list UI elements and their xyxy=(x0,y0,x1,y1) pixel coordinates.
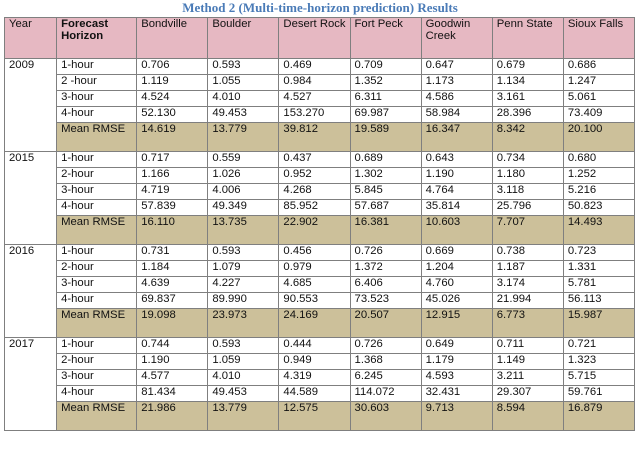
table-row xyxy=(5,152,635,168)
value-cell: 0.711 xyxy=(492,338,563,354)
header-row xyxy=(5,18,635,59)
year-cell: 2016 xyxy=(5,245,57,338)
value-cell: 5.781 xyxy=(563,277,634,293)
horizon-cell: 1-hour xyxy=(57,152,137,168)
value-cell: 1.331 xyxy=(563,261,634,277)
value-cell: 0.686 xyxy=(563,59,634,75)
table-row xyxy=(5,184,635,200)
value-cell: 1.134 xyxy=(492,75,563,91)
value-cell: 56.113 xyxy=(563,293,634,309)
value-cell: 0.593 xyxy=(208,245,279,261)
value-cell: 3.211 xyxy=(492,370,563,386)
value-cell: 16.381 xyxy=(350,216,421,245)
value-cell: 8.342 xyxy=(492,123,563,152)
value-cell: 0.593 xyxy=(208,59,279,75)
value-cell: 0.726 xyxy=(350,245,421,261)
mean-rmse-row xyxy=(5,402,635,431)
year-cell: 2017 xyxy=(5,338,57,431)
value-cell: 7.707 xyxy=(492,216,563,245)
horizon-cell: 3-hour xyxy=(57,184,137,200)
value-cell: 0.734 xyxy=(492,152,563,168)
horizon-cell: 2-hour xyxy=(57,354,137,370)
value-cell: 1.352 xyxy=(350,75,421,91)
horizon-cell: Mean RMSE xyxy=(57,309,137,338)
value-cell: 0.952 xyxy=(279,168,350,184)
horizon-cell: 1-hour xyxy=(57,245,137,261)
value-cell: 35.814 xyxy=(421,200,492,216)
value-cell: 1.184 xyxy=(137,261,208,277)
horizon-cell: Mean RMSE xyxy=(57,216,137,245)
value-cell: 3.161 xyxy=(492,91,563,107)
value-cell: 0.679 xyxy=(492,59,563,75)
value-cell: 14.493 xyxy=(563,216,634,245)
value-cell: 0.456 xyxy=(279,245,350,261)
value-cell: 5.845 xyxy=(350,184,421,200)
value-cell: 0.559 xyxy=(208,152,279,168)
value-cell: 1.368 xyxy=(350,354,421,370)
value-cell: 44.589 xyxy=(279,386,350,402)
value-cell: 0.669 xyxy=(421,245,492,261)
value-cell: 1.372 xyxy=(350,261,421,277)
value-cell: 4.227 xyxy=(208,277,279,293)
value-cell: 19.589 xyxy=(350,123,421,152)
value-cell: 1.119 xyxy=(137,75,208,91)
value-cell: 5.715 xyxy=(563,370,634,386)
value-cell: 8.594 xyxy=(492,402,563,431)
value-cell: 0.444 xyxy=(279,338,350,354)
value-cell: 1.180 xyxy=(492,168,563,184)
value-cell: 3.174 xyxy=(492,277,563,293)
value-cell: 1.079 xyxy=(208,261,279,277)
value-cell: 1.323 xyxy=(563,354,634,370)
value-cell: 4.010 xyxy=(208,91,279,107)
value-cell: 16.347 xyxy=(421,123,492,152)
mean-rmse-row xyxy=(5,216,635,245)
value-cell: 1.187 xyxy=(492,261,563,277)
value-cell: 0.469 xyxy=(279,59,350,75)
value-cell: 12.915 xyxy=(421,309,492,338)
value-cell: 73.409 xyxy=(563,107,634,123)
table-row xyxy=(5,245,635,261)
table-row xyxy=(5,277,635,293)
mean-rmse-row xyxy=(5,309,635,338)
horizon-cell: 2 -hour xyxy=(57,75,137,91)
value-cell: 1.190 xyxy=(137,354,208,370)
value-cell: 1.302 xyxy=(350,168,421,184)
value-cell: 0.706 xyxy=(137,59,208,75)
mean-rmse-row xyxy=(5,123,635,152)
value-cell: 0.709 xyxy=(350,59,421,75)
value-cell: 3.118 xyxy=(492,184,563,200)
year-cell: 2015 xyxy=(5,152,57,245)
value-cell: 0.979 xyxy=(279,261,350,277)
value-cell: 81.434 xyxy=(137,386,208,402)
value-cell: 4.719 xyxy=(137,184,208,200)
value-cell: 28.396 xyxy=(492,107,563,123)
horizon-cell: Mean RMSE xyxy=(57,402,137,431)
value-cell: 0.680 xyxy=(563,152,634,168)
table-row xyxy=(5,261,635,277)
value-cell: 0.726 xyxy=(350,338,421,354)
value-cell: 153.270 xyxy=(279,107,350,123)
table-row xyxy=(5,75,635,91)
table-row xyxy=(5,107,635,123)
table-body xyxy=(5,59,635,431)
value-cell: 0.723 xyxy=(563,245,634,261)
table-row xyxy=(5,293,635,309)
value-cell: 49.349 xyxy=(208,200,279,216)
value-cell: 22.902 xyxy=(279,216,350,245)
table-row xyxy=(5,59,635,75)
value-cell: 13.779 xyxy=(208,402,279,431)
value-cell: 0.717 xyxy=(137,152,208,168)
value-cell: 59.761 xyxy=(563,386,634,402)
value-cell: 50.823 xyxy=(563,200,634,216)
value-cell: 52.130 xyxy=(137,107,208,123)
value-cell: 4.586 xyxy=(421,91,492,107)
year-cell: 2009 xyxy=(5,59,57,152)
value-cell: 57.687 xyxy=(350,200,421,216)
value-cell: 39.812 xyxy=(279,123,350,152)
value-cell: 13.735 xyxy=(208,216,279,245)
value-cell: 0.744 xyxy=(137,338,208,354)
value-cell: 16.110 xyxy=(137,216,208,245)
column-header-bondville: Bondville xyxy=(137,18,208,59)
value-cell: 14.619 xyxy=(137,123,208,152)
value-cell: 69.987 xyxy=(350,107,421,123)
table-row xyxy=(5,386,635,402)
value-cell: 85.952 xyxy=(279,200,350,216)
value-cell: 5.216 xyxy=(563,184,634,200)
value-cell: 19.098 xyxy=(137,309,208,338)
value-cell: 73.523 xyxy=(350,293,421,309)
value-cell: 0.689 xyxy=(350,152,421,168)
value-cell: 13.779 xyxy=(208,123,279,152)
value-cell: 4.006 xyxy=(208,184,279,200)
value-cell: 0.643 xyxy=(421,152,492,168)
value-cell: 1.252 xyxy=(563,168,634,184)
value-cell: 0.949 xyxy=(279,354,350,370)
value-cell: 6.406 xyxy=(350,277,421,293)
horizon-cell: 2-hour xyxy=(57,261,137,277)
horizon-cell: 4-hour xyxy=(57,107,137,123)
horizon-cell: 2-hour xyxy=(57,168,137,184)
value-cell: 89.990 xyxy=(208,293,279,309)
value-cell: 49.453 xyxy=(208,107,279,123)
value-cell: 21.986 xyxy=(137,402,208,431)
value-cell: 57.839 xyxy=(137,200,208,216)
value-cell: 1.059 xyxy=(208,354,279,370)
column-header-boulder: Boulder xyxy=(208,18,279,59)
horizon-cell: 1-hour xyxy=(57,59,137,75)
value-cell: 16.879 xyxy=(563,402,634,431)
value-cell: 1.179 xyxy=(421,354,492,370)
horizon-cell: 4-hour xyxy=(57,200,137,216)
column-header-goodwin-creek: Goodwin Creek xyxy=(421,18,492,59)
value-cell: 1.055 xyxy=(208,75,279,91)
table-row xyxy=(5,370,635,386)
horizon-cell: 4-hour xyxy=(57,293,137,309)
value-cell: 4.268 xyxy=(279,184,350,200)
value-cell: 24.169 xyxy=(279,309,350,338)
value-cell: 29.307 xyxy=(492,386,563,402)
table-row xyxy=(5,168,635,184)
table-row xyxy=(5,354,635,370)
value-cell: 4.639 xyxy=(137,277,208,293)
value-cell: 114.072 xyxy=(350,386,421,402)
value-cell: 25.796 xyxy=(492,200,563,216)
value-cell: 0.437 xyxy=(279,152,350,168)
value-cell: 1.026 xyxy=(208,168,279,184)
column-header-year: Year xyxy=(5,18,57,59)
value-cell: 1.247 xyxy=(563,75,634,91)
value-cell: 4.577 xyxy=(137,370,208,386)
value-cell: 4.764 xyxy=(421,184,492,200)
value-cell: 20.507 xyxy=(350,309,421,338)
value-cell: 6.311 xyxy=(350,91,421,107)
horizon-cell: 4-hour xyxy=(57,386,137,402)
value-cell: 4.010 xyxy=(208,370,279,386)
value-cell: 1.166 xyxy=(137,168,208,184)
horizon-cell: 1-hour xyxy=(57,338,137,354)
value-cell: 0.731 xyxy=(137,245,208,261)
value-cell: 20.100 xyxy=(563,123,634,152)
value-cell: 30.603 xyxy=(350,402,421,431)
value-cell: 0.721 xyxy=(563,338,634,354)
horizon-cell: 3-hour xyxy=(57,370,137,386)
value-cell: 9.713 xyxy=(421,402,492,431)
value-cell: 12.575 xyxy=(279,402,350,431)
column-header-forecast-horizon: Forecast Horizon xyxy=(57,18,137,59)
value-cell: 0.647 xyxy=(421,59,492,75)
value-cell: 4.527 xyxy=(279,91,350,107)
value-cell: 1.190 xyxy=(421,168,492,184)
horizon-cell: Mean RMSE xyxy=(57,123,137,152)
table-row xyxy=(5,338,635,354)
value-cell: 6.245 xyxy=(350,370,421,386)
horizon-cell: 3-hour xyxy=(57,91,137,107)
value-cell: 4.524 xyxy=(137,91,208,107)
value-cell: 1.173 xyxy=(421,75,492,91)
value-cell: 6.773 xyxy=(492,309,563,338)
value-cell: 15.987 xyxy=(563,309,634,338)
value-cell: 4.685 xyxy=(279,277,350,293)
value-cell: 0.984 xyxy=(279,75,350,91)
value-cell: 32.431 xyxy=(421,386,492,402)
value-cell: 0.593 xyxy=(208,338,279,354)
value-cell: 49.453 xyxy=(208,386,279,402)
value-cell: 4.593 xyxy=(421,370,492,386)
value-cell: 69.837 xyxy=(137,293,208,309)
value-cell: 1.204 xyxy=(421,261,492,277)
horizon-cell: 3-hour xyxy=(57,277,137,293)
value-cell: 5.061 xyxy=(563,91,634,107)
table-row xyxy=(5,200,635,216)
value-cell: 58.984 xyxy=(421,107,492,123)
table-title: Method 2 (Multi-time-horizon prediction) Results xyxy=(182,0,458,15)
value-cell: 0.649 xyxy=(421,338,492,354)
results-table xyxy=(4,17,635,431)
value-cell: 23.973 xyxy=(208,309,279,338)
value-cell: 0.738 xyxy=(492,245,563,261)
column-header-penn-state: Penn State xyxy=(492,18,563,59)
column-header-sioux-falls: Sioux Falls xyxy=(563,18,634,59)
value-cell: 1.149 xyxy=(492,354,563,370)
column-header-fort-peck: Fort Peck xyxy=(350,18,421,59)
value-cell: 4.319 xyxy=(279,370,350,386)
value-cell: 21.994 xyxy=(492,293,563,309)
column-header-desert-rock: Desert Rock xyxy=(279,18,350,59)
value-cell: 10.603 xyxy=(421,216,492,245)
value-cell: 4.760 xyxy=(421,277,492,293)
table-row xyxy=(5,91,635,107)
value-cell: 45.026 xyxy=(421,293,492,309)
value-cell: 90.553 xyxy=(279,293,350,309)
